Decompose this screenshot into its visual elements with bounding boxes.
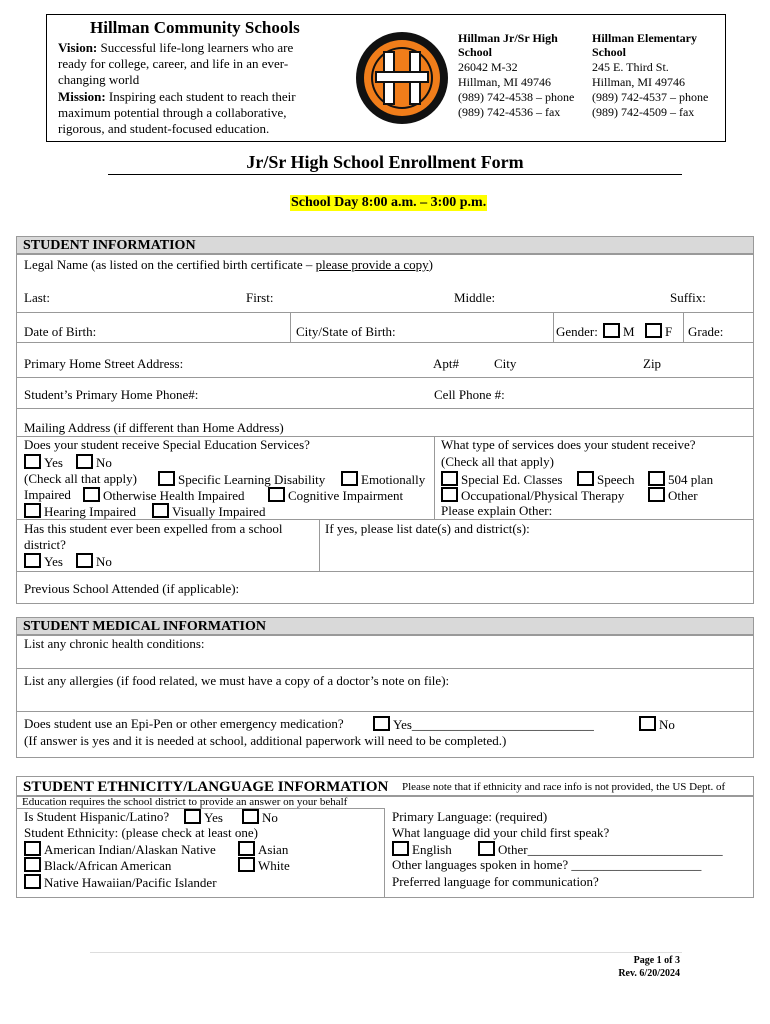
speech-option[interactable]: Speech [577, 471, 635, 488]
plan504-option[interactable]: 504 plan [648, 471, 713, 488]
asian-option[interactable]: Asian [238, 841, 288, 858]
english-checkbox[interactable] [392, 841, 409, 856]
col-divider [290, 312, 291, 342]
medical-info-heading: STUDENT MEDICAL INFORMATION [16, 617, 754, 635]
epipen-question: Does student use an Epi-Pen or other emergency medication? [24, 716, 344, 731]
expelled-no-option[interactable]: No [76, 553, 112, 570]
row-divider [16, 711, 754, 712]
english-option[interactable]: English [392, 841, 452, 858]
epipen-yes-checkbox[interactable] [373, 716, 390, 731]
revision-date: Rev. 6/20/2024 [618, 968, 680, 979]
sped-yes-checkbox[interactable] [24, 454, 41, 469]
gender-m-option[interactable]: M [603, 323, 635, 340]
epipen-no-option[interactable]: No [639, 716, 675, 733]
row-divider [16, 571, 754, 572]
cognitive-option[interactable]: Cognitive Impairment [268, 487, 403, 504]
ethnicity-question: Student Ethnicity: (please check at least one) [24, 825, 258, 840]
home-phone-field[interactable]: Student’s Primary Home Phone#: [24, 387, 199, 402]
vision-line-1: Successful life-long learners who are [97, 40, 294, 55]
asian-checkbox[interactable] [238, 841, 255, 856]
white-checkbox[interactable] [238, 857, 255, 872]
expelled-yes-option[interactable]: Yes [24, 553, 63, 570]
sped-classes-option[interactable]: Special Ed. Classes [441, 471, 562, 488]
amer-indian-checkbox[interactable] [24, 841, 41, 856]
jrsr-name-2: School [458, 45, 493, 59]
elem-name-2: School [592, 45, 627, 59]
elem-address: 245 E. Third St. [592, 60, 669, 74]
row-divider [16, 377, 754, 378]
white-option[interactable]: White [238, 857, 290, 874]
jrsr-name-1: Hillman Jr/Sr High [458, 31, 558, 45]
primary-language-label: Primary Language: (required) [392, 809, 548, 824]
hawaiian-option[interactable]: Native Hawaiian/Pacific Islander [24, 874, 217, 891]
col-divider [553, 312, 554, 342]
hispanic-no-option[interactable]: No [242, 809, 278, 826]
sped-classes-checkbox[interactable] [441, 471, 458, 486]
sped-yes-option[interactable]: Yes [24, 454, 63, 471]
check-all-label: (Check all that apply) [24, 471, 137, 486]
elem-city: Hillman, MI 49746 [592, 75, 685, 89]
hispanic-no-checkbox[interactable] [242, 809, 259, 824]
expelled-details-field[interactable]: If yes, please list date(s) and district(s): [325, 521, 530, 536]
student-info-heading: STUDENT INFORMATION [16, 236, 754, 254]
mission-line-1: Inspiring each student to reach their [105, 89, 296, 104]
explain-other-field[interactable]: Please explain Other: [441, 503, 553, 518]
preferred-language-field[interactable]: Preferred language for communication? [392, 874, 599, 889]
hearing-checkbox[interactable] [24, 503, 41, 518]
sld-checkbox[interactable] [158, 471, 175, 486]
dob-field[interactable]: Date of Birth: [24, 324, 97, 339]
first-name-field[interactable]: First: [246, 290, 274, 305]
first-language-question: What language did your child first speak? [392, 825, 610, 840]
mission-text [58, 89, 296, 105]
mission-label: Mission: [58, 89, 106, 104]
row-divider [16, 312, 754, 313]
speech-checkbox[interactable] [577, 471, 594, 486]
emotionally-checkbox[interactable] [341, 471, 358, 486]
ot-pt-option[interactable]: Occupational/Physical Therapy [441, 487, 624, 504]
services-other-option[interactable]: Other [648, 487, 698, 504]
birth-city-field[interactable]: City/State of Birth: [296, 324, 396, 339]
mission-line-2: maximum potential through a collaborative, [58, 105, 287, 120]
gender-label: Gender: [556, 324, 598, 339]
expelled-yes-checkbox[interactable] [24, 553, 41, 568]
ohi-checkbox[interactable] [83, 487, 100, 502]
gender-f-option[interactable]: F [645, 323, 672, 340]
expelled-question-1: Has this student ever been expelled from a school [24, 521, 283, 536]
hispanic-question: Is Student Hispanic/Latino? [24, 809, 170, 824]
vision-text [58, 40, 293, 56]
services-question: What type of services does your student receive? [441, 437, 696, 452]
apt-field[interactable]: Apt# [433, 356, 459, 371]
row-divider [16, 342, 754, 343]
jrsr-address: 26042 M-32 [458, 60, 518, 74]
middle-name-field[interactable]: Middle: [454, 290, 496, 305]
vision-line-2: ready for college, career, and life in an ever- [58, 56, 289, 71]
black-option[interactable]: Black/African American [24, 857, 171, 874]
other-language-checkbox[interactable] [478, 841, 495, 856]
ethnicity-note-2: Education requires the school district to provide an answer on your behalf [22, 796, 348, 808]
jrsr-phone: (989) 742-4538 – phone [458, 90, 575, 104]
last-name-field[interactable]: Last: [24, 290, 50, 305]
black-checkbox[interactable] [24, 857, 41, 872]
zip-field[interactable]: Zip [643, 356, 662, 371]
school-logo [354, 30, 450, 126]
ohi-option[interactable]: Otherwise Health Impaired [83, 487, 245, 504]
mission-line-3: rigorous, and student-focused education. [58, 121, 270, 136]
vision-line-3: changing world [58, 72, 140, 87]
school-day-hours: School Day 8:00 a.m. – 3:00 p.m. [291, 195, 487, 210]
visually-option[interactable]: Visually Impaired [152, 503, 265, 520]
ot-pt-checkbox[interactable] [441, 487, 458, 502]
gender-f-checkbox[interactable] [645, 323, 662, 338]
jrsr-city: Hillman, MI 49746 [458, 75, 551, 89]
jrsr-fax: (989) 742-4536 – fax [458, 105, 561, 119]
services-check-all-label: (Check all that apply) [441, 454, 554, 469]
cognitive-checkbox[interactable] [268, 487, 285, 502]
gender-m-checkbox[interactable] [603, 323, 620, 338]
suffix-field[interactable]: Suffix: [670, 290, 706, 305]
vision-label: Vision: [58, 40, 98, 55]
impaired-label: Impaired [24, 487, 71, 502]
allergies-field[interactable]: List any allergies (if food related, we must have a copy of a doctor’s note on file): [24, 673, 450, 688]
hawaiian-checkbox[interactable] [24, 874, 41, 889]
plan504-checkbox[interactable] [648, 471, 665, 486]
col-divider [319, 519, 320, 571]
expelled-question-2: district? [24, 537, 66, 552]
amer-indian-option[interactable]: American Indian/Alaskan Native [24, 841, 216, 858]
col-divider [434, 436, 435, 519]
hispanic-yes-option[interactable]: Yes [184, 809, 223, 826]
row-divider [16, 668, 754, 669]
previous-school-field[interactable]: Previous School Attended (if applicable): [24, 581, 240, 596]
epipen-yes-option[interactable]: Yes____________________________ [373, 716, 594, 733]
sped-no-checkbox[interactable] [76, 454, 93, 469]
elem-phone: (989) 742-4537 – phone [592, 90, 709, 104]
footer-rule [90, 952, 682, 953]
home-languages-field[interactable]: Other languages spoken in home? ____________________ [392, 857, 702, 872]
epipen-no-checkbox[interactable] [639, 716, 656, 731]
page-number: Page 1 of 3 [633, 955, 680, 966]
elem-name-1: Hillman Elementary [592, 31, 697, 45]
hispanic-yes-checkbox[interactable] [184, 809, 201, 824]
emotionally-option[interactable]: Emotionally [341, 471, 425, 488]
services-other-checkbox[interactable] [648, 487, 665, 502]
row-divider [16, 408, 754, 409]
legal-name-link: please provide a copy [315, 257, 429, 272]
cell-phone-field[interactable]: Cell Phone #: [434, 387, 505, 402]
elem-fax: (989) 742-4509 – fax [592, 105, 695, 119]
hearing-option[interactable]: Hearing Impaired [24, 503, 136, 520]
chronic-conditions-field[interactable]: List any chronic health conditions: [24, 636, 205, 651]
district-name: Hillman Community Schools [90, 18, 300, 37]
ethnicity-heading-text: STUDENT ETHNICITY/LANGUAGE INFORMATION [23, 779, 389, 795]
epipen-note: (If answer is yes and it is needed at school, additional paperwork will need to be completed.) [24, 733, 507, 748]
ethnicity-note-1: Please note that if ethnicity and race info is not provided, the US Dept. of [402, 781, 726, 793]
sped-question: Does your student receive Special Education Services? [24, 437, 310, 452]
sped-no-option[interactable]: No [76, 454, 112, 471]
col-divider [683, 312, 684, 342]
sld-option[interactable]: Specific Learning Disability [158, 471, 325, 488]
title-rule [108, 174, 682, 175]
form-title: Jr/Sr High School Enrollment Form [246, 152, 524, 172]
row-divider [16, 519, 754, 520]
street-address-field[interactable]: Primary Home Street Address: [24, 356, 184, 371]
grade-field[interactable]: Grade: [688, 324, 724, 339]
visually-checkbox[interactable] [152, 503, 169, 518]
expelled-no-checkbox[interactable] [76, 553, 93, 568]
city-field[interactable]: City [494, 356, 517, 371]
col-divider [384, 808, 385, 898]
legal-name-label: Legal Name (as listed on the certified birth certificate – please provide a copy) [24, 257, 433, 272]
other-language-option[interactable]: Other______________________________ [478, 841, 723, 858]
mailing-address-field[interactable]: Mailing Address (if different than Home Address) [24, 420, 284, 435]
